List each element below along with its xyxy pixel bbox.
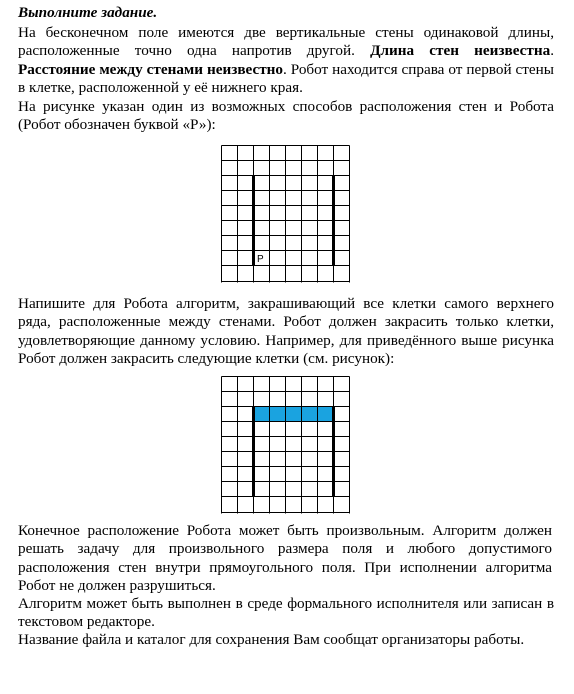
paragraph-figure-intro: На рисунке указан один из возможных способов расположения стен и Робота (Робот обозначен буквой «Р»): — [18, 98, 554, 134]
paragraph-save-info: Название файла и каталог для сохранения Вам сообщат организаторы работы. — [18, 631, 525, 648]
text-part: На бесконечном поле имеются две вертикальные стены одинаковой длины, расположенные точно одна напротив другой. — [18, 24, 554, 60]
paragraph-execution-env: Алгоритм может быть выполнен в среде формального исполнителя или записан в текстовом редакторе. — [18, 595, 554, 631]
bold-wall-distance: Расстояние между стенами неизвестно — [18, 60, 283, 78]
figure-walls-robot — [221, 145, 351, 283]
text-part: . — [550, 42, 554, 60]
task-title: Выполните задание. — [18, 4, 158, 21]
robot-marker: Р — [257, 254, 264, 265]
text-part: . Робот находится справа от первой стены в клетке, расположенной у её нижнего края. — [18, 60, 554, 97]
grid-lines — [222, 377, 350, 514]
bold-wall-length: Длина стен неизвестна — [370, 42, 551, 60]
grid-lines — [222, 146, 350, 283]
paragraph-algorithm-request: Напишите для Робота алгоритм, закрашивающий все клетки самого верхнего ряда, расположенные между стенами. Робот должен закрасить только клетки, удовлетворяющие данному условию. Например, для приведённого выше рисунка Робот должен закрасить следующие клетки (см. рисунок): — [18, 295, 554, 368]
paragraph-task-conditions — [18, 24, 554, 98]
paragraph-final-position: Конечное расположение Робота может быть произвольным. Алгоритм должен решать задачу для произвольного размера поля и любого допустимого расположения стен внутри прямоугольного поля. При исполнении алгоритма Робот не должен разрушиться. — [18, 522, 552, 595]
filled-top-row — [254, 407, 333, 422]
figure-filled-cells — [221, 376, 351, 514]
